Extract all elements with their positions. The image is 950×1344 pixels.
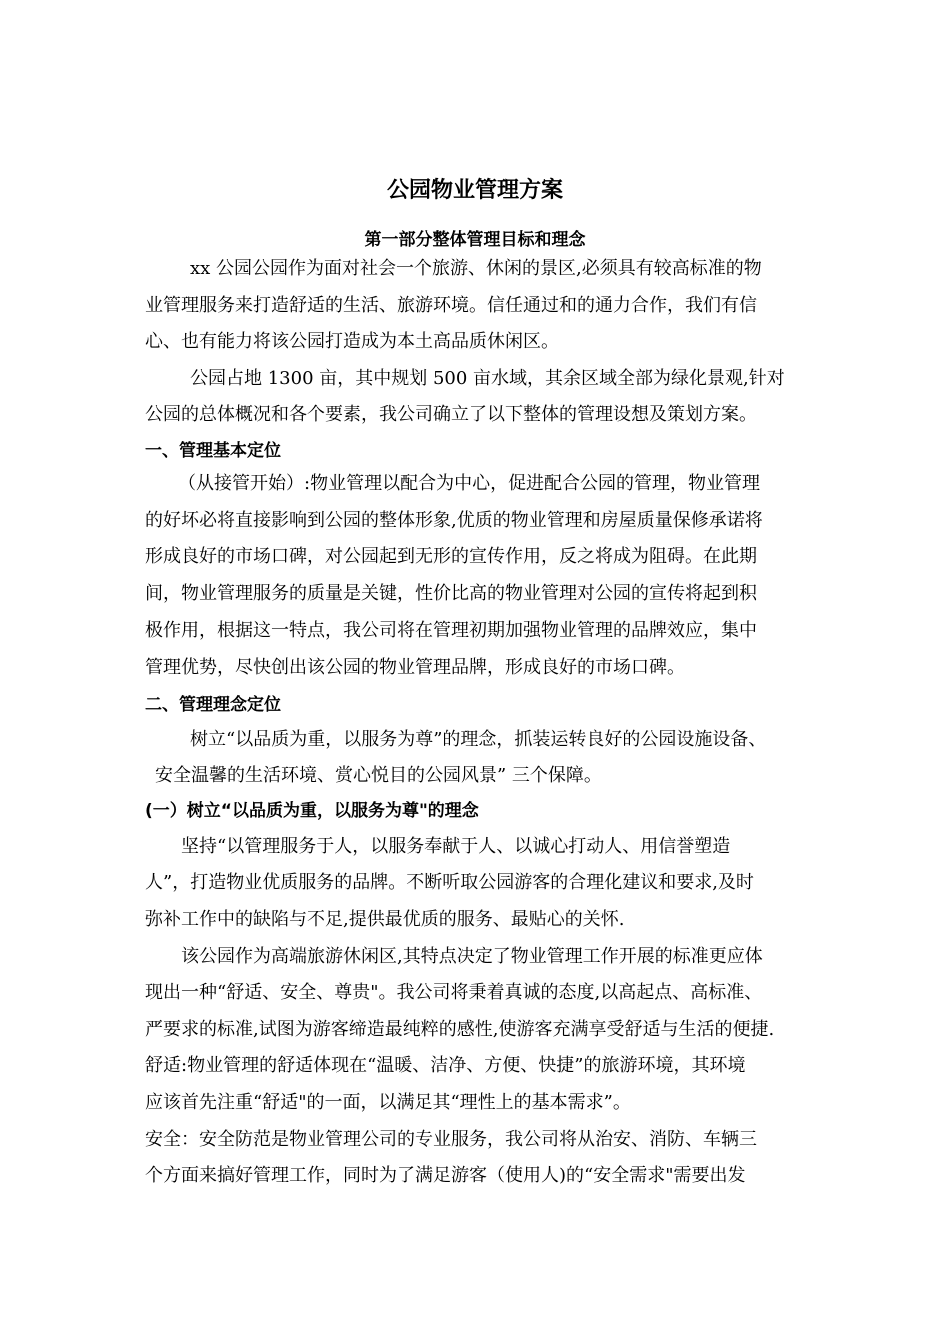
paragraph-line: 个方面来搞好管理工作，同时为了满足游客（使用人)的“安全需求"需要出发 <box>145 1165 746 1186</box>
paragraph-line: 现出一种“舒适、安全、尊贵"。我公司将秉着真诚的态度,以高起点、高标准、 <box>145 982 763 1003</box>
paragraph-line: 树立“以品质为重，以服务为尊”的理念，抓装运转良好的公园设施设备、 <box>190 729 767 750</box>
paragraph-line: 安全：安全防范是物业管理公司的专业服务，我公司将从治安、消防、车辆三 <box>145 1129 757 1150</box>
document-title: 公园物业管理方案 <box>386 178 563 203</box>
paragraph-line: （从接管开始）:物业管理以配合为中心，促进配合公园的管理，物业管理 <box>178 473 761 494</box>
section-heading: 二、管理理念定位 <box>145 695 281 715</box>
paragraph-line: 该公园作为高端旅游休闲区,其特点决定了物业管理工作开展的标准更应体 <box>181 946 763 967</box>
paragraph-line: 心、也有能力将该公园打造成为本土高品质休闲区。 <box>145 331 559 352</box>
paragraph-line: 应该首先注重“舒适"的一面，以满足其“理性上的基本需求”。 <box>145 1092 631 1113</box>
paragraph-line: 管理优势，尽快创出该公园的物业管理品牌，形成良好的市场口碑。 <box>145 657 685 678</box>
paragraph-line: 坚持“以管理服务于人，以服务奉献于人、以诚心打动人、用信誉塑造 <box>181 836 731 857</box>
paragraph-line: 的好坏必将直接影响到公园的整体形象,优质的物业管理和房屋质量保修承诺将 <box>145 510 763 531</box>
paragraph-line: 公园占地 1300 亩，其中规划 500 亩水域，其余区域全部为绿化景观,针对 <box>190 368 785 389</box>
paragraph-line: 业管理服务来打造舒适的生活、旅游环境。信任通过和的通力合作，我们有信 <box>145 295 757 316</box>
paragraph-line: 人”，打造物业优质服务的品牌。不断听取公园游客的合理化建议和要求,及时 <box>145 872 754 893</box>
paragraph-line: 安全温馨的生活环境、赏心悦目的公园风景” 三个保障。 <box>155 765 602 786</box>
section-heading: 一、管理基本定位 <box>145 441 281 461</box>
paragraph-line: 公园的总体概况和各个要素，我公司确立了以下整体的管理设想及策划方案。 <box>145 404 757 425</box>
document-subtitle: 第一部分整体管理目标和理念 <box>364 230 586 250</box>
paragraph-line: 舒适:物业管理的舒适体现在“温暖、洁净、方便、快捷”的旅游环境，其环境 <box>145 1055 746 1076</box>
paragraph-line: 严要求的标准,试图为游客缔造最纯粹的感性,使游客充满享受舒适与生活的便捷. <box>145 1019 775 1040</box>
paragraph-line: 间，物业管理服务的质量是关键，性价比高的物业管理对公园的宣传将起到积 <box>145 583 757 604</box>
paragraph-line: xx 公园公园作为面对社会一个旅游、休闲的景区,必须具有较高标准的物 <box>190 258 762 279</box>
paragraph-line: 极作用，根据这一特点，我公司将在管理初期加强物业管理的品牌效应，集中 <box>145 620 757 641</box>
subsection-heading: (一）树立“以品质为重，以服务为尊"的理念 <box>145 801 479 821</box>
paragraph-line: 形成良好的市场口碑，对公园起到无形的宣传作用，反之将成为阻碍。在此期 <box>145 546 757 567</box>
paragraph-line: 弥补工作中的缺陷与不足,提供最优质的服务、最贴心的关怀. <box>145 909 625 930</box>
